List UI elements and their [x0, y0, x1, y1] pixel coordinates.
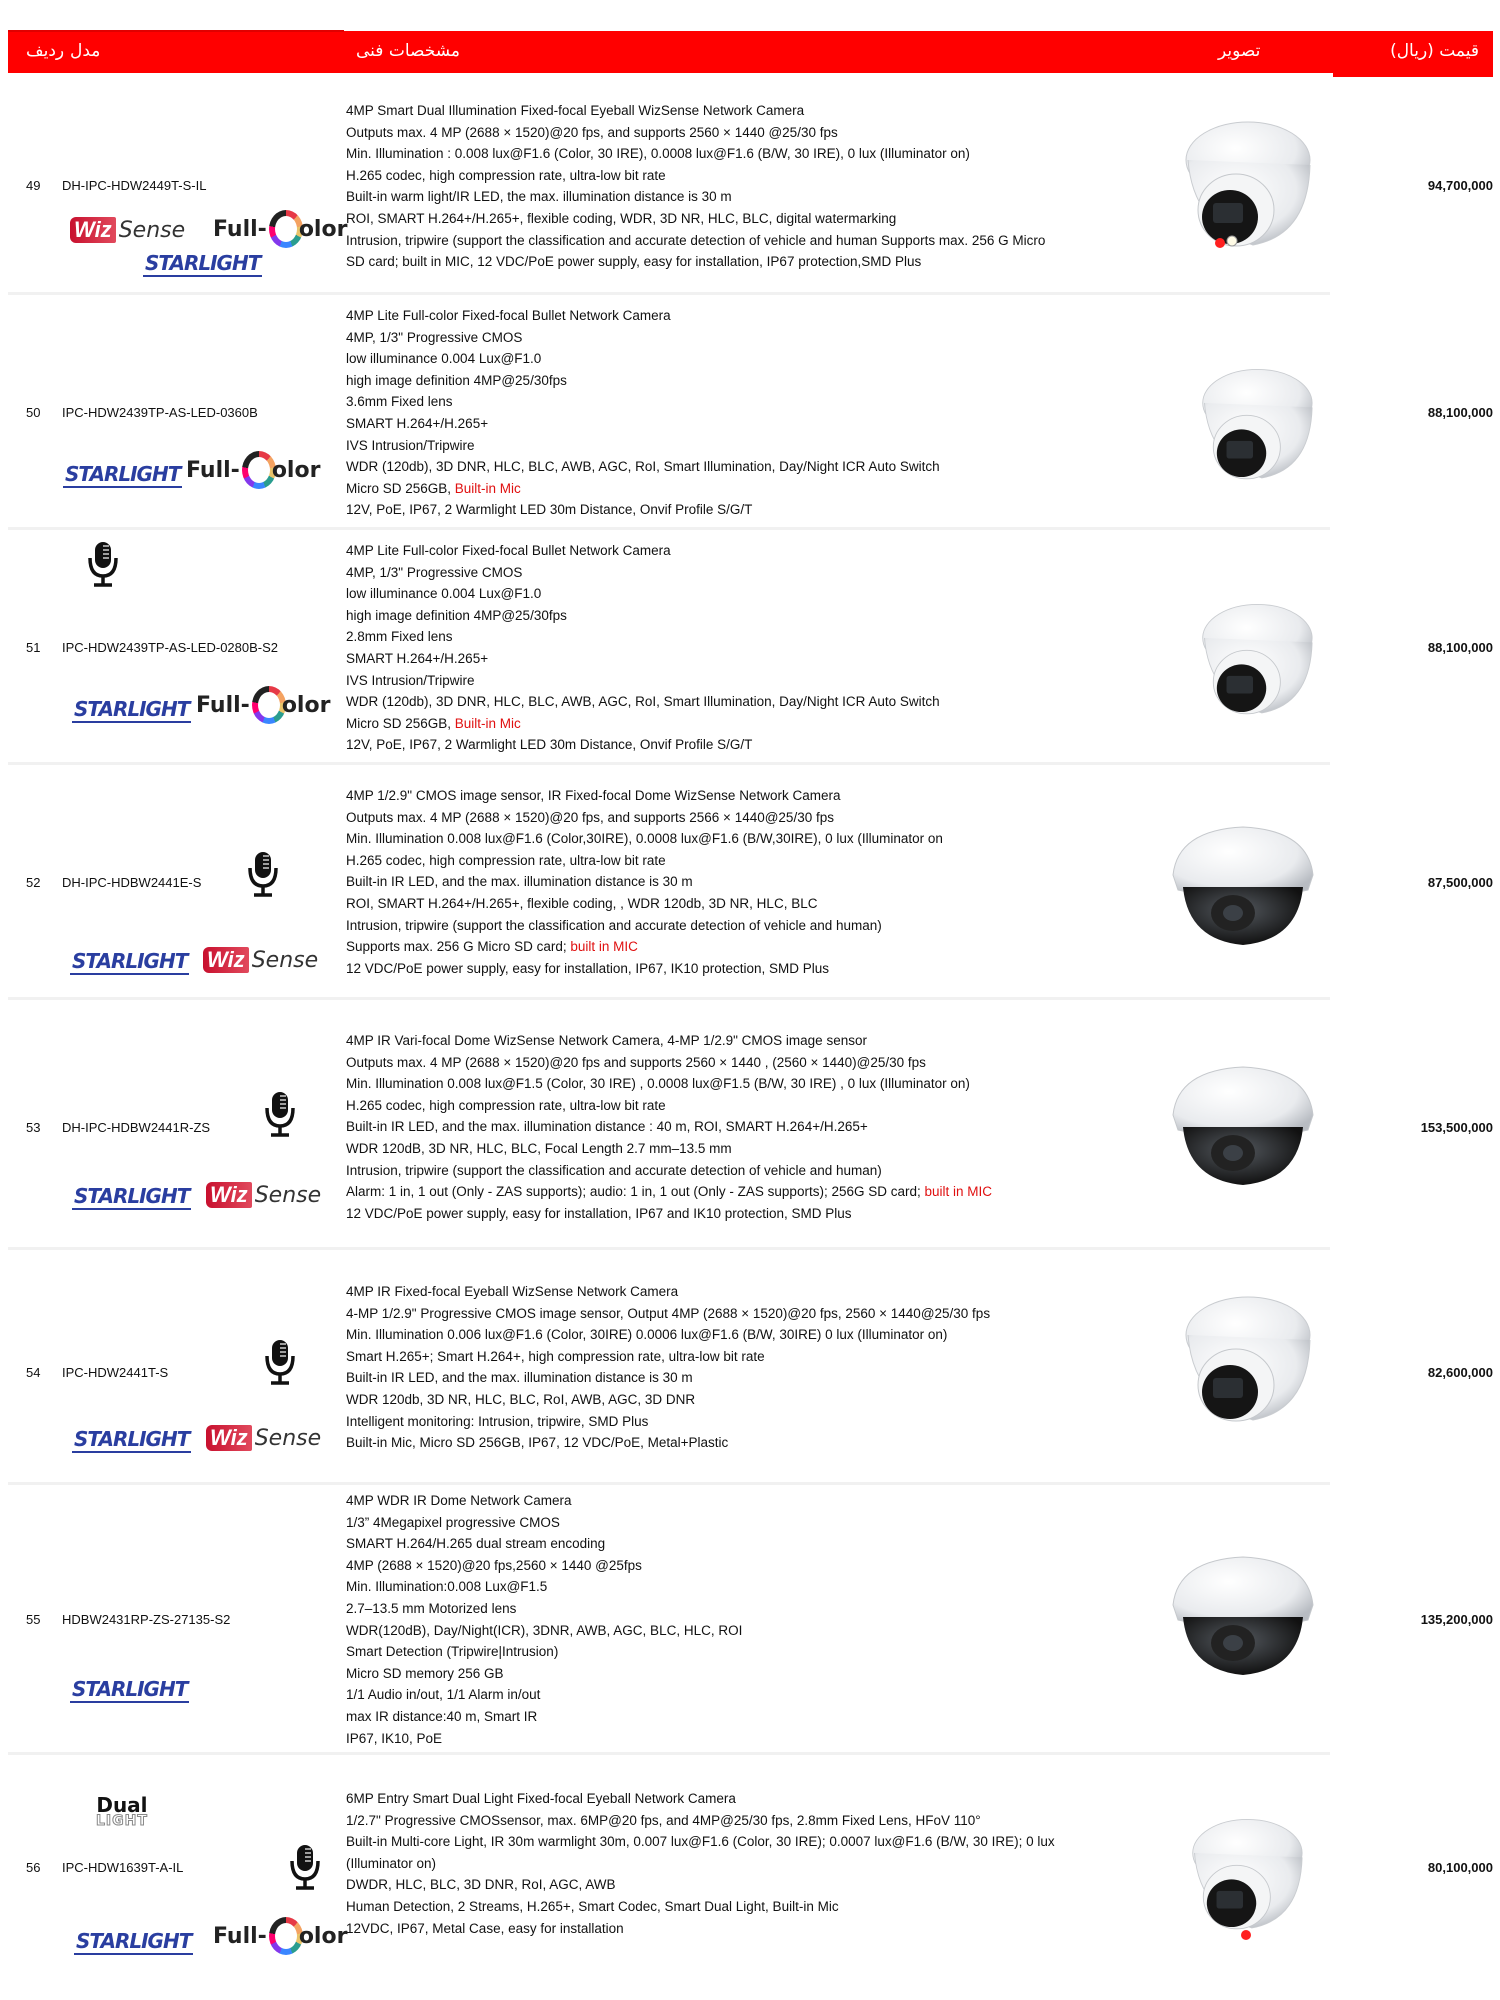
model-name: DH-IPC-HDBW2441R-ZS: [62, 1120, 211, 1135]
wizsense-logo: Wiz Sense: [70, 217, 185, 243]
header-tail: [1333, 73, 1493, 77]
starlight-logo: STARLIGHT: [76, 1929, 192, 1953]
starlight-logo: STARLIGHT: [72, 1677, 188, 1701]
model-name: HDBW2431RP-ZS-27135-S2: [62, 1612, 231, 1627]
price: 80,100,000: [1427, 1860, 1493, 1875]
price: 82,600,000: [1427, 1365, 1493, 1380]
table-row: [8, 1485, 1493, 1755]
full-color-logo: Full- olor: [186, 451, 320, 489]
spec-list: 4MP Lite Full-color Fixed-focal Bullet Network Camera 4MP, 1/3" Progressive CMOS low illuminance 0.004 Lux@F1.0 high image definition 4MP@25/30fps 3.6mm Fixed lens SMART H.264+/H.265+ IVS Intrusion/Tripwire WDR (120db), 3D DNR, HLC, BLC, AWB, AGC, RoI, Smart Illumination, Day/Night ICR Auto Switch Micro SD 256GB, Built-in Mic 12V, PoE, IP67, 2 Warmlight LED 30m Distance, Onvif Profile S/G/T: [346, 308, 940, 518]
built-in-mic-highlight: Built-in Mic: [454, 715, 521, 731]
camera-image: [1158, 805, 1328, 965]
starlight-logo: STARLIGHT: [145, 251, 261, 275]
microphone-icon: [288, 1843, 322, 1891]
spec-list: 4MP Smart Dual Illumination Fixed-focal Eyeball WizSense Network Camera Outputs max. 4 MP (2688 × 1520)@20 fps, and supports 2560 × 1440 @25/30 fps Min. Illumination : 0.008 lux@F1.6 (Color, 30 IRE), 0.0008 lux@F1.6 (B/W, 30 IRE), 0 lux (Illuminator on) H.265 codec, high compression rate, ultra-low bit rate Built-in warm light/IR LED, the max. illumination distance is 30 m ROI, SMART H.264+/H.265+, flexible coding, WDR, 3D NR, HLC, BLC, digital watermarking Intrusion, tripwire (support the classification and accurate detection of vehicle and human Supports max. 256 G Micro SD card; built in MIC, 12 VDC/PoE power supply, easy for installation, IP67 protection,SMD Plus: [346, 103, 1046, 270]
header-price: قیمت (ریال): [1390, 41, 1479, 61]
camera-image: [1158, 1045, 1328, 1205]
price: 153,500,000: [1420, 1120, 1493, 1135]
table-header: [8, 31, 1493, 73]
camera-image: [1178, 580, 1328, 740]
spec-list: 4MP Lite Full-color Fixed-focal Bullet Network Camera 4MP, 1/3" Progressive CMOS low illuminance 0.004 Lux@F1.0 high image definition 4MP@25/30fps 2.8mm Fixed lens SMART H.264+/H.265+ IVS Intrusion/Tripwire WDR (120db), 3D DNR, HLC, BLC, AWB, AGC, RoI, Smart Illumination, Day/Night ICR Auto Switch Micro SD 256GB, Built-in Mic 12V, PoE, IP67, 2 Warmlight LED 30m Distance, Onvif Profile S/G/T: [346, 543, 940, 753]
camera-image: [1158, 1535, 1328, 1695]
built-in-mic-highlight: built in MIC: [924, 1184, 993, 1200]
microphone-icon: [86, 540, 120, 588]
table-row: [8, 75, 1493, 295]
starlight-logo: STARLIGHT: [72, 949, 188, 973]
starlight-logo: STARLIGHT: [74, 1427, 190, 1451]
full-color-logo: Full- olor: [213, 210, 347, 248]
starlight-logo: STARLIGHT: [74, 697, 190, 721]
spec-list: 4MP 1/2.9" CMOS image sensor, IR Fixed-focal Dome WizSense Network Camera Outputs max. 4 MP (2688 × 1520)@20 fps, and supports 2566 × 1440@25/30 fps Min. Illumination 0.008 lux@F1.6 (Color,30IRE), 0.0008 lux@F1.6 (B/W,30IRE), 0 lux (Illuminator on H.265 codec, high compression rate, ultra-low bit rate Built-in IR LED, and the max. illumination distance is 30 m ROI, SMART H.264+/H.265+, flexible coding, , WDR 120db, 3D NR, HLC, BLC Intrusion, tripwire (support the classification and accurate detection of vehicle and human) Supports max. 256 G Micro SD card; built in MIC 12 VDC/PoE power supply, easy for installation, IP67, IK10 protection, SMD Plus: [346, 788, 943, 976]
header-row-number: ردیف: [26, 41, 65, 61]
model-name: DH-IPC-HDBW2441E-S: [62, 875, 202, 890]
header-divider: [8, 30, 344, 32]
row-number: 52: [26, 875, 41, 890]
header-image: تصویر: [1218, 41, 1261, 61]
table-row: [8, 1250, 1493, 1485]
full-color-logo: Full- olor: [213, 1917, 347, 1955]
camera-image: [1168, 1795, 1318, 1955]
price: 87,500,000: [1427, 875, 1493, 890]
model-name: IPC-HDW2439TP-AS-LED-0280B-S2: [62, 640, 279, 655]
model-name: IPC-HDW2439TP-AS-LED-0360B: [62, 405, 258, 420]
microphone-icon: [246, 850, 280, 898]
header-specs: مشخصات فنی: [356, 41, 461, 61]
wizsense-logo: Wiz Sense: [203, 947, 318, 973]
model-name: IPC-HDW2441T-S: [62, 1365, 169, 1380]
price: 88,100,000: [1427, 640, 1493, 655]
built-in-mic-highlight: Built-in Mic: [454, 480, 521, 496]
camera-image: [1158, 105, 1328, 265]
row-number: 54: [26, 1365, 41, 1380]
price: 135,200,000: [1420, 1612, 1493, 1627]
microphone-icon: [263, 1338, 297, 1386]
microphone-icon: [263, 1090, 297, 1138]
spec-list: 6MP Entry Smart Dual Light Fixed-focal Eyeball Network Camera 1/2.7" Progressive CMOSsensor, max. 6MP@20 fps, and 4MP@25/30 fps, 2.8mm Fixed Lens, HFoV 110° Built-in Multi-core Light, IR 30m warmlight 30m, 0.007 lux@F1.6 (Color, 30 IRE); 0.0007 lux@F1.6 (B/W, 30 IRE); 0 lux (Illuminator on) DWDR, HLC, BLC, 3D DNR, RoI, AGC, AWB Human Detection, 2 Streams, H.265+, Smart Codec, Smart Dual Light, Built-in Mic 12VDC, IP67, Metal Case, easy for installation: [346, 1791, 1055, 1936]
spec-list: 4MP IR Vari-focal Dome WizSense Network Camera, 4-MP 1/2.9" CMOS image sensor Outputs max. 4 MP (2688 × 1520)@20 fps and supports 2560 × 1440 , (2560 × 1440)@25/30 fps Min. Illumination 0.008 lux@F1.5 (Color, 30 IRE) , 0.0008 lux@F1.5 (B/W, 30 IRE) , 0 lux (Illuminator on) H.265 codec, high compression rate, ultra-low bit rate Built-in IR LED, and the max. illumination distance : 40 m, ROI, SMART H.264+/H.265+ WDR 120dB, 3D NR, HLC, BLC, Focal Length 2.7 mm–13.5 mm Intrusion, tripwire (support the classification and accurate detection of vehicle and human) Alarm: 1 in, 1 out (Only - ZAS supports); audio: 1 in, 1 out (Only - ZAS supports); 256G SD card; built in MIC 12 VDC/PoE power supply, easy for installation, IP67 and IK10 protection, SMD Plus: [346, 1033, 993, 1221]
price: 88,100,000: [1427, 405, 1493, 420]
spec-list: 4MP WDR IR Dome Network Camera 1/3” 4Megapixel progressive CMOS SMART H.264/H.265 dual stream encoding 4MP (2688 × 1520)@20 fps,2560 × 1440 @25fps Min. Illumination:0.008 Lux@F1.5 2.7–13.5 mm Motorized lens WDR(120dB), Day/Night(ICR), 3DNR, AWB, AGC, BLC, HLC, ROI Smart Detection (Tripwire|Intrusion) Micro SD memory 256 GB 1/1 Audio in/out, 1/1 Alarm in/out max IR distance:40 m, Smart IR IP67, IK10, PoE: [346, 1493, 743, 1746]
built-in-mic-highlight: built in MIC: [570, 939, 638, 955]
header-model: مدل: [70, 41, 101, 61]
row-number: 51: [26, 640, 41, 655]
row-number: 49: [26, 178, 41, 193]
row-number: 53: [26, 1120, 41, 1135]
starlight-logo: STARLIGHT: [74, 1184, 190, 1208]
row-number: 50: [26, 405, 41, 420]
dual-light-logo: Dual LIGHT: [96, 1793, 148, 1829]
model-name: IPC-HDW1639T-A-IL: [62, 1860, 184, 1875]
table-row: [8, 1755, 1493, 1975]
row-number: 55: [26, 1612, 41, 1627]
wizsense-logo: Wiz Sense: [206, 1182, 321, 1208]
table-row: [8, 765, 1493, 1000]
spec-list: 4MP IR Fixed-focal Eyeball WizSense Network Camera 4-MP 1/2.9" Progressive CMOS image sensor, Output 4MP (2688 × 1520)@20 fps, 2560 × 1440@25/30 fps Min. Illumination 0.006 lux@F1.6 (Color, 30IRE) 0.0006 lux@F1.6 (B/W, 30IRE) 0 lux (Illuminator on) Smart H.265+; Smart H.264+, high compression rate, ultra-low bit rate Built-in IR LED, and the max. illumination distance is 30 m WDR 120db, 3D NR, HLC, BLC, RoI, AWB, AGC, 3D DNR Intelligent monitoring: Intrusion, tripwire, SMD Plus Built-in Mic, Micro SD 256GB, IP67, 12 VDC/PoE, Metal+Plastic: [346, 1284, 991, 1451]
wizsense-logo: Wiz Sense: [206, 1425, 321, 1451]
camera-image: [1178, 345, 1328, 505]
table-row: [8, 295, 1493, 530]
starlight-logo: STARLIGHT: [65, 462, 181, 486]
table-row: [8, 530, 1493, 765]
model-name: DH-IPC-HDW2449T-S-IL: [62, 178, 207, 193]
row-number: 56: [26, 1860, 41, 1875]
table-row: [8, 1000, 1493, 1250]
camera-image: [1158, 1270, 1328, 1450]
price: 94,700,000: [1427, 178, 1493, 193]
full-color-logo: Full- olor: [196, 686, 330, 724]
